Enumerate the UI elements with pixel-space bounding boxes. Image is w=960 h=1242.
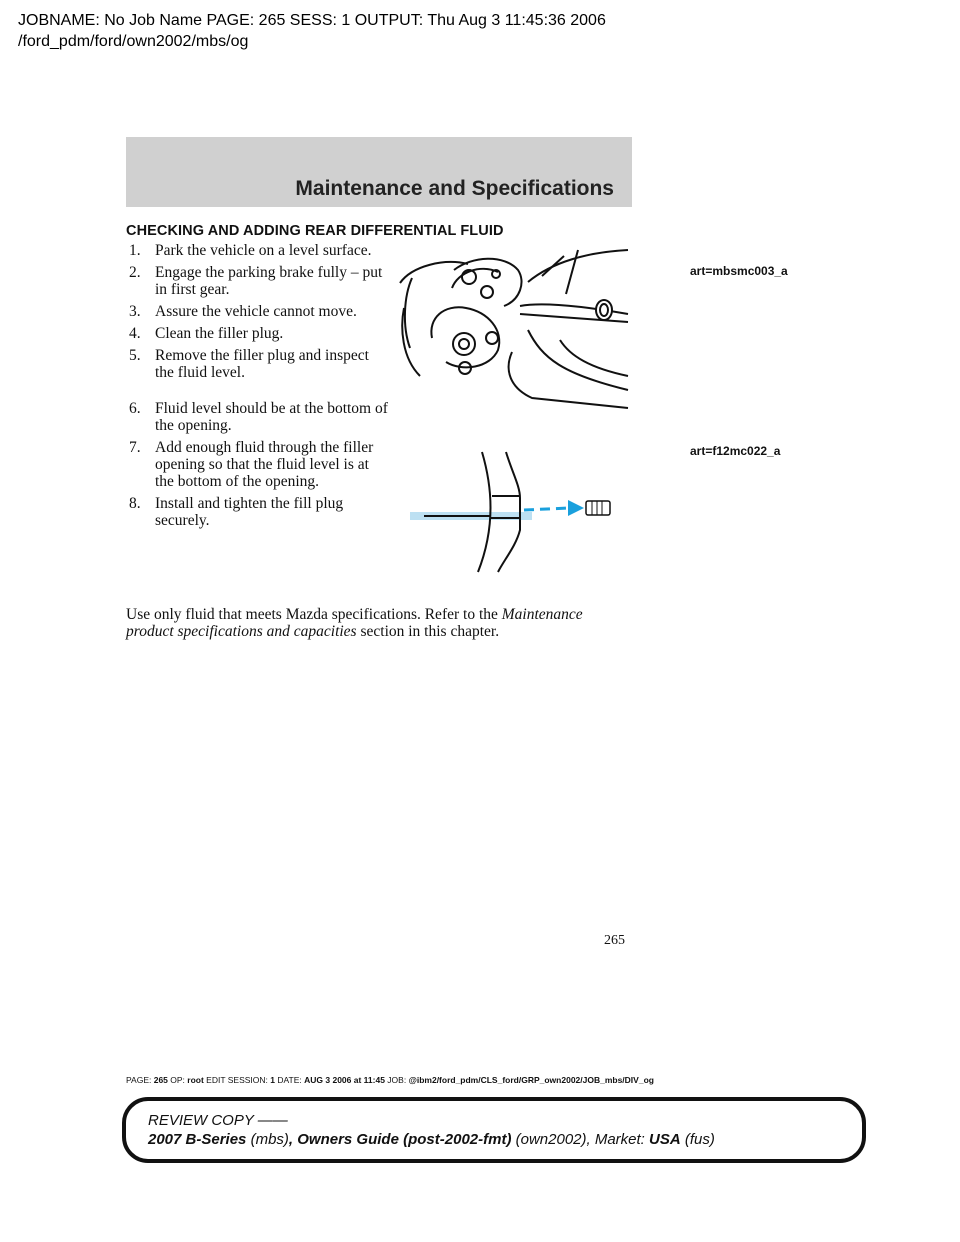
step-item: 2. Engage the parking brake fully – put in first gear. — [129, 264, 383, 298]
step-item: 6. Fluid level should be at the bottom of the opening. — [129, 400, 388, 434]
review-copy-title: REVIEW COPY —— — [148, 1112, 288, 1129]
plug-icon — [586, 501, 610, 515]
step-item: 4. Clean the filler plug. — [129, 325, 284, 342]
chapter-title: Maintenance and Specifications — [295, 177, 614, 200]
section-title: CHECKING AND ADDING REAR DIFFERENTIAL FLUID — [126, 223, 504, 239]
footnote-paragraph: Use only fluid that meets Mazda specifications. Refer to the Maintenance product specifications and capacities section in this chapter. — [126, 606, 583, 640]
job-line-2: /ford_pdm/ford/own2002/mbs/og — [18, 33, 249, 50]
step-item: 3. Assure the vehicle cannot move. — [129, 303, 357, 320]
step-item: 7. Add enough fluid through the filler opening so that the fluid level is at the bottom of the opening. — [129, 439, 374, 490]
page-number: 265 — [604, 933, 625, 948]
differential-illustration — [392, 248, 632, 414]
step-item: 5. Remove the filler plug and inspect the fluid level. — [129, 347, 369, 381]
review-copy-details: 2007 B-Series (mbs), Owners Guide (post-2002-fmt) (own2002), Market: USA (fus) — [148, 1131, 715, 1148]
step-item: 1. Park the vehicle on a level surface. — [129, 242, 372, 259]
job-header — [18, 10, 606, 52]
job-line-1: JOBNAME: No Job Name PAGE: 265 SESS: 1 OUTPUT: Thu Aug 3 11:45:36 2006 — [18, 12, 606, 29]
chapter-header-band — [126, 137, 632, 207]
fluid-level-illustration — [406, 446, 616, 578]
steps-list — [126, 242, 388, 534]
step-item: 8. Install and tighten the fill plug securely. — [129, 495, 344, 529]
print-metadata: PAGE: 265 OP: root EDIT SESSION: 1 DATE: AUG 3 2006 at 11:45 JOB: @ibm2/ford_pdm/CLS_ford/GRP_own2002/JOB_mbs/DIV_og — [126, 1075, 654, 1085]
art-label-1: art=mbsmc003_a — [690, 264, 788, 278]
footnote-reference: Maintenance product specifications and capacities — [126, 606, 583, 640]
art-label-2: art=f12mc022_a — [690, 444, 781, 458]
arrow-icon — [568, 500, 584, 516]
review-copy-box — [122, 1097, 866, 1163]
